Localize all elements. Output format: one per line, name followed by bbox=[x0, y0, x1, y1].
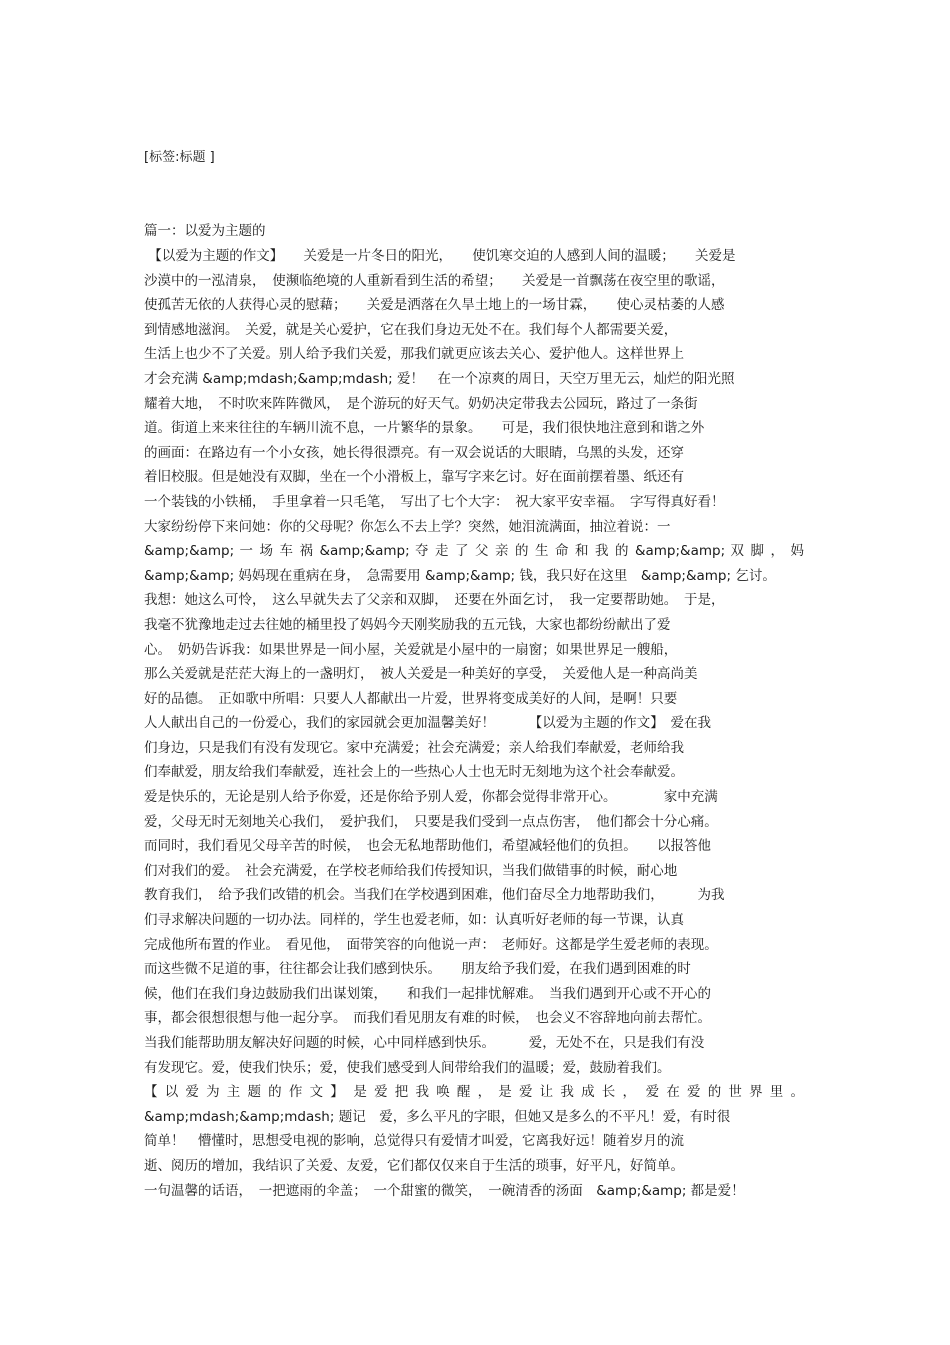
text-line: 一个装钱的小铁桶， 手里拿着一只毛笔， 写出了七个大字： 祝大家平安幸福。 字写得真好看！ bbox=[144, 493, 725, 510]
text-line: 到情感地滋润。 关爱，就是关心爱护，它在我们身边无处不在。我们每个人都需要关爱， bbox=[144, 321, 678, 338]
text-line: 沙漠中的一泓清泉， 使濒临绝境的人重新看到生活的希望； 关爱是一首飘荡在夜空里的歌谣， bbox=[144, 272, 725, 289]
section-title: 篇一：以爱为主题的 bbox=[144, 223, 266, 239]
text-line: &amp;mdash;&amp;mdash; 题记 爱，多么平凡的字眼，但她又是多么的不平凡！爱，有时很 bbox=[144, 1108, 731, 1125]
text-line: 我想：她这么可怜， 这么早就失去了父亲和双脚， 还要在外面乞讨， 我一定要帮助她。 于是， bbox=[144, 592, 725, 609]
text-line: 那么关爱就是茫茫大海上的一盏明灯， 被人关爱是一种美好的享受， 关爱他人是一种高尚美 bbox=[144, 666, 698, 683]
text-line: 而同时，我们看见父母辛苦的时候， 也会无私地帮助他们，希望减轻他们的负担。 以报答他 bbox=[144, 838, 711, 855]
text-line: 耀着大地， 不时吹来阵阵微风， 是个游玩的好天气。奶奶决定带我去公园玩，路过了一条街 bbox=[144, 395, 698, 412]
text-line: 一句温馨的话语， 一把遮雨的伞盖； 一个甜蜜的微笑， 一碗清香的汤面 &amp;&amp; 都是爱！ bbox=[144, 1182, 745, 1199]
text-line: 才会充满 &amp;mdash;&amp;mdash; 爱！ 在一个凉爽的周日，天空万里无云，灿烂的阳光照 bbox=[144, 370, 735, 387]
article-body bbox=[144, 244, 804, 1203]
text-line: 我毫不犹豫地走过去往她的桶里投了妈妈今天刚奖励我的五元钱，大家也都纷纷献出了爱 bbox=[144, 616, 671, 633]
text-line: 逝、阅历的增加，我结识了关爱、友爱，它们都仅仅来自于生活的琐事，好平凡，好简单。 bbox=[144, 1157, 684, 1174]
text-line: 大家纷纷停下来问她：你的父母呢？你怎么不去上学？突然，她泪流满面，抽泣着说：一 bbox=[144, 518, 671, 535]
text-line: 有发现它。爱，使我们快乐；爱，使我们感受到人间带给我们的温暖；爱，鼓励着我们。 bbox=[144, 1059, 671, 1076]
text-line: 人人献出自己的一份爱心，我们的家园就会更加温馨美好！ 【以爱为主题的作文】 爱在我 bbox=[144, 715, 711, 732]
text-line: 【 以 爱 为 主 题 的 作 文 】 是 爱 把 我 唤 醒 ， 是 爱 让 我 成 长 ， 爱 在 爱 的 世 界 里 。 bbox=[144, 1084, 804, 1101]
text-line: 生活上也少不了关爱。别人给予我们关爱，那我们就更应该去关心、爱护他人。这样世界上 bbox=[144, 346, 684, 363]
text-line: 们对我们的爱。 社会充满爱，在学校老师给我们传授知识，当我们做错事的时候，耐心地 bbox=[144, 862, 678, 879]
text-line: 好的品德。 正如歌中所唱：只要人人都献出一片爱，世界将变成美好的人间，是啊！只要 bbox=[144, 690, 678, 707]
text-line: 心。 奶奶告诉我：如果世界是一间小屋，关爱就是小屋中的一扇窗；如果世界足一艘船， bbox=[144, 641, 678, 658]
text-line: 爱是快乐的，无论是别人给予你爱，还是你给予别人爱，你都会觉得非常开心。 家中充满 bbox=[144, 789, 718, 806]
text-line: 简单！ 懵懂时，思想受电视的影响，总觉得只有爱情才叫爱，它离我好远！随着岁月的流 bbox=[144, 1133, 684, 1150]
text-line: 候，他们在我们身边鼓励我们出谋划策， 和我们一起排忧解难。 当我们遇到开心或不开心的 bbox=[144, 985, 711, 1002]
text-line: 【以爱为主题的作文】 关爱是一片冬日的阳光， 使饥寒交迫的人感到人间的温暖； 关爱是 bbox=[144, 248, 736, 264]
text-line: 们奉献爱，朋友给我们奉献爱，连社会上的一些热心人士也无时无刻地为这个社会奉献爱。 bbox=[144, 764, 684, 781]
text-line: 教育我们， 给予我们改错的机会。当我们在学校遇到困难，他们奋尽全力地帮助我们， 为我 bbox=[144, 887, 725, 904]
text-line: &amp;&amp; 妈妈现在重病在身， 急需要用 &amp;&amp; 钱，我只好在这里 &amp;&amp; 乞讨。 bbox=[144, 567, 776, 584]
text-line: 们寻求解决问题的一切办法。同样的，学生也爱老师，如：认真听好老师的每一节课，认真 bbox=[144, 912, 684, 929]
text-line: 事，都会很想很想与他一起分享。 而我们看见朋友有难的时候， 也会义不容辞地向前去帮忙。 bbox=[144, 1010, 711, 1027]
text-line: 们身边，只是我们有没有发现它。家中充满爱；社会充满爱；亲人给我们奉献爱，老师给我 bbox=[144, 739, 684, 756]
text-line: 着旧校服。但是她没有双脚，坐在一个小滑板上，靠写字来乞讨。好在面前摆着墨、纸还有 bbox=[144, 469, 684, 486]
text-line: 的画面：在路边有一个小女孩，她长得很漂亮。有一双会说话的大眼睛，乌黑的头发，还穿 bbox=[144, 444, 684, 461]
text-line: &amp;&amp; 一 场 车 祸 &amp;&amp; 夺 走 了 父 亲 的 生 命 和 我 的 &amp;&amp; 双 脚 ， 妈 bbox=[144, 543, 804, 560]
tag-label: [标签:标题 ] bbox=[144, 150, 215, 165]
text-line: 爱，父母无时无刻地关心我们， 爱护我们， 只要是我们受到一点点伤害， 他们都会十分心痛。 bbox=[144, 813, 718, 830]
text-line: 而这些微不足道的事，往往都会让我们感到快乐。 朋友给予我们爱，在我们遇到困难的时 bbox=[144, 961, 691, 978]
text-line: 完成他所布置的作业。 看见他， 面带笑容的向他说一声： 老师好。这都是学生爱老师的表现。 bbox=[144, 936, 718, 953]
text-line: 当我们能帮助朋友解决好问题的时候，心中同样感到快乐。 爱，无处不在，只是我们有没 bbox=[144, 1035, 705, 1051]
text-line: 道。街道上来来往往的车辆川流不息，一片繁华的景象。 可是，我们很快地注意到和谐之外 bbox=[144, 420, 705, 437]
text-line: 使孤苦无依的人获得心灵的慰藉； 关爱是洒落在久旱土地上的一场甘霖， 使心灵枯萎的人感 bbox=[144, 297, 725, 314]
